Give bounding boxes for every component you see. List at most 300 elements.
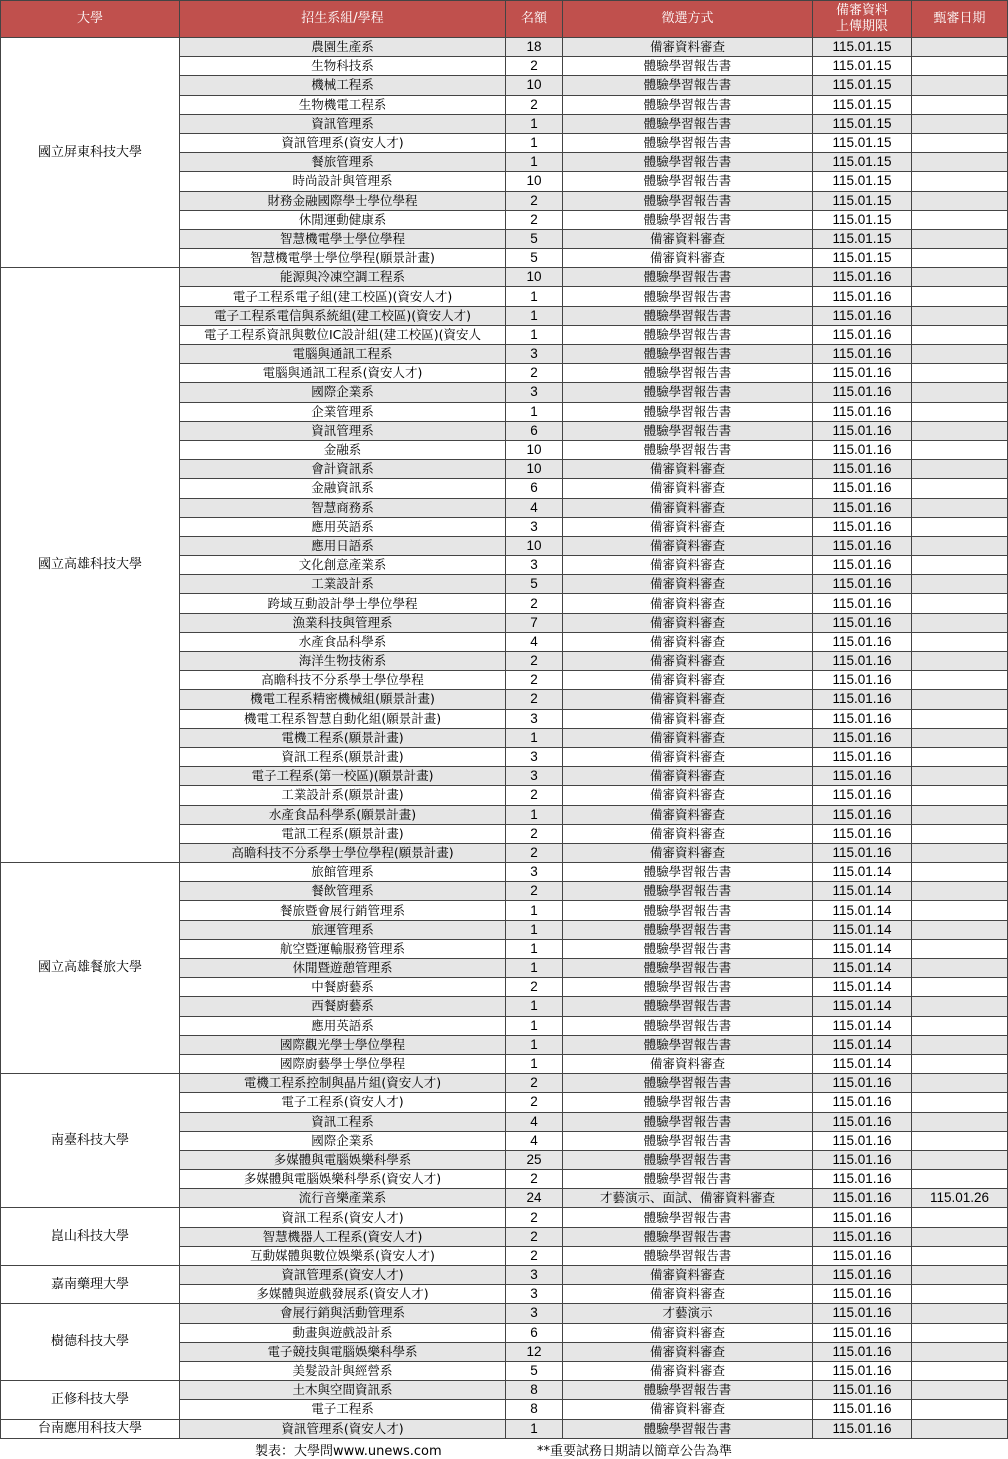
method-cell: 備審資料審查	[563, 1323, 813, 1342]
method-cell: 備審資料審查	[563, 786, 813, 805]
deadline-cell: 115.01.15	[813, 210, 912, 229]
interview-date-cell	[912, 1074, 1008, 1093]
program-cell: 電機工程系(願景計畫)	[180, 728, 506, 747]
deadline-cell: 115.01.16	[813, 517, 912, 536]
method-cell: 備審資料審查	[563, 824, 813, 843]
quota-cell: 8	[506, 1400, 563, 1419]
program-cell: 能源與冷凍空調工程系	[180, 268, 506, 287]
program-cell: 電子工程系(資安人才)	[180, 1093, 506, 1112]
quota-cell: 2	[506, 671, 563, 690]
program-cell: 應用英語系	[180, 1016, 506, 1035]
method-cell: 備審資料審查	[563, 709, 813, 728]
interview-date-cell	[912, 153, 1008, 172]
method-cell: 體驗學習報告書	[563, 114, 813, 133]
program-cell: 資訊管理系(資安人才)	[180, 1266, 506, 1285]
program-cell: 電子工程系電子組(建工校區)(資安人才)	[180, 287, 506, 306]
method-cell: 體驗學習報告書	[563, 383, 813, 402]
method-cell: 體驗學習報告書	[563, 920, 813, 939]
interview-date-cell	[912, 345, 1008, 364]
program-cell: 國際廚藝學士學位學程	[180, 1054, 506, 1073]
program-cell: 流行音樂產業系	[180, 1189, 506, 1208]
method-cell: 體驗學習報告書	[563, 287, 813, 306]
table-row	[1, 1304, 1008, 1323]
method-cell: 體驗學習報告書	[563, 1035, 813, 1054]
deadline-cell: 115.01.16	[813, 536, 912, 555]
program-cell: 會計資訊系	[180, 460, 506, 479]
deadline-cell: 115.01.14	[813, 882, 912, 901]
program-cell: 電訊工程系(願景計畫)	[180, 824, 506, 843]
quota-cell: 1	[506, 1419, 563, 1438]
footer	[0, 1439, 1007, 1459]
quota-cell: 3	[506, 767, 563, 786]
interview-date-cell	[912, 594, 1008, 613]
deadline-cell: 115.01.16	[813, 652, 912, 671]
method-cell: 備審資料審查	[563, 805, 813, 824]
deadline-cell: 115.01.14	[813, 1035, 912, 1054]
interview-date-cell	[912, 1093, 1008, 1112]
interview-date-cell	[912, 690, 1008, 709]
method-cell: 體驗學習報告書	[563, 268, 813, 287]
quota-cell: 5	[506, 1361, 563, 1380]
program-cell: 機電工程系智慧自動化組(願景計畫)	[180, 709, 506, 728]
footer-note: **重要試務日期請以簡章公告為準	[537, 1444, 733, 1459]
method-cell: 備審資料審查	[563, 613, 813, 632]
interview-date-cell	[912, 1035, 1008, 1054]
deadline-cell: 115.01.16	[813, 1323, 912, 1342]
deadline-cell: 115.01.16	[813, 1074, 912, 1093]
method-cell: 體驗學習報告書	[563, 153, 813, 172]
deadline-cell: 115.01.16	[813, 556, 912, 575]
method-cell: 體驗學習報告書	[563, 978, 813, 997]
method-cell: 體驗學習報告書	[563, 210, 813, 229]
interview-date-cell	[912, 1400, 1008, 1419]
quota-cell: 2	[506, 978, 563, 997]
interview-date-cell	[912, 920, 1008, 939]
interview-date-cell	[912, 133, 1008, 152]
program-cell: 財務金融國際學士學位學程	[180, 191, 506, 210]
quota-cell: 1	[506, 1016, 563, 1035]
interview-date-cell	[912, 1131, 1008, 1150]
interview-date-cell	[912, 268, 1008, 287]
method-cell: 體驗學習報告書	[563, 421, 813, 440]
method-cell: 備審資料審查	[563, 249, 813, 268]
program-cell: 智慧商務系	[180, 498, 506, 517]
program-cell: 電子工程系(第一校區)(願景計畫)	[180, 767, 506, 786]
program-cell: 工業設計系(願景計畫)	[180, 786, 506, 805]
interview-date-cell	[912, 1170, 1008, 1189]
interview-date-cell	[912, 191, 1008, 210]
deadline-cell: 115.01.16	[813, 1170, 912, 1189]
program-cell: 西餐廚藝系	[180, 997, 506, 1016]
deadline-cell: 115.01.16	[813, 268, 912, 287]
method-cell: 體驗學習報告書	[563, 1131, 813, 1150]
quota-cell: 3	[506, 345, 563, 364]
deadline-cell: 115.01.14	[813, 959, 912, 978]
quota-cell: 2	[506, 1093, 563, 1112]
interview-date-cell	[912, 575, 1008, 594]
quota-cell: 1	[506, 805, 563, 824]
program-cell: 旅館管理系	[180, 863, 506, 882]
deadline-cell: 115.01.15	[813, 76, 912, 95]
program-cell: 多媒體與電腦娛樂科學系	[180, 1150, 506, 1169]
deadline-cell: 115.01.16	[813, 1266, 912, 1285]
program-cell: 應用日語系	[180, 536, 506, 555]
deadline-cell: 115.01.16	[813, 709, 912, 728]
program-cell: 中餐廚藝系	[180, 978, 506, 997]
quota-cell: 25	[506, 1150, 563, 1169]
deadline-cell: 115.01.15	[813, 172, 912, 191]
program-cell: 生物機電工程系	[180, 95, 506, 114]
program-cell: 水產食品科學系	[180, 632, 506, 651]
university-cell: 台南應用科技大學	[1, 1419, 180, 1438]
program-cell: 餐旅暨會展行銷管理系	[180, 901, 506, 920]
university-cell: 國立屏東科技大學	[1, 38, 180, 268]
deadline-cell: 115.01.16	[813, 402, 912, 421]
program-cell: 高瞻科技不分系學士學位學程	[180, 671, 506, 690]
method-cell: 備審資料審查	[563, 536, 813, 555]
header-university: 大學	[1, 1, 180, 38]
method-cell: 體驗學習報告書	[563, 402, 813, 421]
program-cell: 資訊工程系(資安人才)	[180, 1208, 506, 1227]
interview-date-cell	[912, 671, 1008, 690]
header-row	[1, 1, 1008, 38]
program-cell: 電腦與通訊工程系(資安人才)	[180, 364, 506, 383]
quota-cell: 4	[506, 498, 563, 517]
deadline-cell: 115.01.16	[813, 824, 912, 843]
interview-date-cell	[912, 76, 1008, 95]
interview-date-cell	[912, 383, 1008, 402]
quota-cell: 18	[506, 38, 563, 57]
interview-date-cell	[912, 210, 1008, 229]
deadline-cell: 115.01.14	[813, 863, 912, 882]
header-interview: 甄審日期	[912, 1, 1008, 38]
interview-date-cell	[912, 1381, 1008, 1400]
program-cell: 金融資訊系	[180, 479, 506, 498]
deadline-cell: 115.01.14	[813, 901, 912, 920]
deadline-cell: 115.01.16	[813, 786, 912, 805]
quota-cell: 1	[506, 997, 563, 1016]
quota-cell: 1	[506, 133, 563, 152]
method-cell: 備審資料審查	[563, 843, 813, 862]
method-cell: 備審資料審查	[563, 1400, 813, 1419]
deadline-cell: 115.01.16	[813, 1112, 912, 1131]
interview-date-cell	[912, 652, 1008, 671]
interview-date-cell	[912, 1361, 1008, 1380]
method-cell: 備審資料審查	[563, 575, 813, 594]
deadline-cell: 115.01.14	[813, 978, 912, 997]
method-cell: 備審資料審查	[563, 1361, 813, 1380]
method-cell: 體驗學習報告書	[563, 306, 813, 325]
program-cell: 電子工程系資訊與數位IC設計組(建工校區)(資安人	[180, 325, 506, 344]
interview-date-cell	[912, 747, 1008, 766]
quota-cell: 2	[506, 95, 563, 114]
program-cell: 資訊工程系(願景計畫)	[180, 747, 506, 766]
deadline-cell: 115.01.14	[813, 1054, 912, 1073]
quota-cell: 4	[506, 632, 563, 651]
program-cell: 電子工程系	[180, 1400, 506, 1419]
deadline-cell: 115.01.16	[813, 632, 912, 651]
interview-date-cell	[912, 1016, 1008, 1035]
program-cell: 旅運管理系	[180, 920, 506, 939]
header-deadline	[813, 1, 912, 38]
quota-cell: 10	[506, 460, 563, 479]
quota-cell: 5	[506, 249, 563, 268]
method-cell: 體驗學習報告書	[563, 1246, 813, 1265]
interview-date-cell	[912, 229, 1008, 248]
deadline-cell: 115.01.16	[813, 1285, 912, 1304]
quota-cell: 1	[506, 402, 563, 421]
method-cell: 體驗學習報告書	[563, 172, 813, 191]
quota-cell: 2	[506, 843, 563, 862]
method-cell: 體驗學習報告書	[563, 1381, 813, 1400]
quota-cell: 6	[506, 421, 563, 440]
program-cell: 美髮設計與經營系	[180, 1361, 506, 1380]
method-cell: 備審資料審查	[563, 690, 813, 709]
interview-date-cell	[912, 114, 1008, 133]
method-cell: 體驗學習報告書	[563, 364, 813, 383]
interview-date-cell	[912, 1285, 1008, 1304]
quota-cell: 10	[506, 172, 563, 191]
interview-date-cell	[912, 479, 1008, 498]
interview-date-cell	[912, 824, 1008, 843]
interview-date-cell	[912, 1150, 1008, 1169]
program-cell: 文化創意產業系	[180, 556, 506, 575]
interview-date-cell	[912, 978, 1008, 997]
program-cell: 資訊管理系	[180, 421, 506, 440]
program-cell: 資訊管理系(資安人才)	[180, 133, 506, 152]
quota-cell: 1	[506, 287, 563, 306]
method-cell: 備審資料審查	[563, 479, 813, 498]
method-cell: 體驗學習報告書	[563, 95, 813, 114]
quota-cell: 3	[506, 383, 563, 402]
method-cell: 備審資料審查	[563, 1054, 813, 1073]
quota-cell: 10	[506, 536, 563, 555]
quota-cell: 5	[506, 575, 563, 594]
table-row	[1, 268, 1008, 287]
deadline-cell: 115.01.16	[813, 306, 912, 325]
deadline-cell: 115.01.14	[813, 997, 912, 1016]
table-row	[1, 863, 1008, 882]
deadline-cell: 115.01.15	[813, 229, 912, 248]
table-row	[1, 1266, 1008, 1285]
quota-cell: 1	[506, 901, 563, 920]
interview-date-cell	[912, 421, 1008, 440]
deadline-cell: 115.01.16	[813, 1400, 912, 1419]
method-cell: 備審資料審查	[563, 594, 813, 613]
deadline-cell: 115.01.16	[813, 690, 912, 709]
method-cell: 備審資料審查	[563, 1285, 813, 1304]
quota-cell: 2	[506, 1208, 563, 1227]
deadline-cell: 115.01.14	[813, 1016, 912, 1035]
program-cell: 電子競技與電腦娛樂科學系	[180, 1342, 506, 1361]
interview-date-cell	[912, 556, 1008, 575]
quota-cell: 1	[506, 959, 563, 978]
table-row	[1, 1419, 1008, 1438]
deadline-cell: 115.01.16	[813, 364, 912, 383]
interview-date-cell	[912, 249, 1008, 268]
program-cell: 餐飲管理系	[180, 882, 506, 901]
deadline-cell: 115.01.16	[813, 594, 912, 613]
deadline-cell: 115.01.16	[813, 287, 912, 306]
program-cell: 智慧機電學士學位學程(願景計畫)	[180, 249, 506, 268]
quota-cell: 1	[506, 325, 563, 344]
interview-date-cell	[912, 536, 1008, 555]
quota-cell: 4	[506, 1112, 563, 1131]
header-deadline-line1: 備審資料	[835, 3, 888, 18]
interview-date-cell	[912, 95, 1008, 114]
university-cell: 嘉南藥理大學	[1, 1266, 180, 1304]
program-cell: 應用英語系	[180, 517, 506, 536]
interview-date-cell	[912, 57, 1008, 76]
deadline-cell: 115.01.16	[813, 1093, 912, 1112]
interview-date-cell: 115.01.26	[912, 1189, 1008, 1208]
method-cell: 備審資料審查	[563, 652, 813, 671]
program-cell: 資訊管理系	[180, 114, 506, 133]
method-cell: 體驗學習報告書	[563, 1150, 813, 1169]
interview-date-cell	[912, 517, 1008, 536]
program-cell: 國際觀光學士學位學程	[180, 1035, 506, 1054]
quota-cell: 3	[506, 1304, 563, 1323]
interview-date-cell	[912, 1246, 1008, 1265]
method-cell: 體驗學習報告書	[563, 997, 813, 1016]
interview-date-cell	[912, 1227, 1008, 1246]
interview-date-cell	[912, 38, 1008, 57]
deadline-cell: 115.01.15	[813, 114, 912, 133]
method-cell: 體驗學習報告書	[563, 901, 813, 920]
university-cell: 崑山科技大學	[1, 1208, 180, 1266]
interview-date-cell	[912, 1266, 1008, 1285]
quota-cell: 2	[506, 57, 563, 76]
deadline-cell: 115.01.15	[813, 38, 912, 57]
university-cell: 正修科技大學	[1, 1381, 180, 1419]
deadline-cell: 115.01.16	[813, 383, 912, 402]
deadline-cell: 115.01.16	[813, 498, 912, 517]
quota-cell: 3	[506, 1266, 563, 1285]
interview-date-cell	[912, 709, 1008, 728]
header-method: 徵選方式	[563, 1, 813, 38]
interview-date-cell	[912, 364, 1008, 383]
method-cell: 才藝演示	[563, 1304, 813, 1323]
table-row	[1, 1208, 1008, 1227]
method-cell: 備審資料審查	[563, 1266, 813, 1285]
deadline-cell: 115.01.16	[813, 728, 912, 747]
quota-cell: 2	[506, 1074, 563, 1093]
interview-date-cell	[912, 1112, 1008, 1131]
program-cell: 智慧機電學士學位學程	[180, 229, 506, 248]
quota-cell: 2	[506, 1246, 563, 1265]
method-cell: 備審資料審查	[563, 671, 813, 690]
program-cell: 電子工程系電信與系統組(建工校區)(資安人才)	[180, 306, 506, 325]
interview-date-cell	[912, 863, 1008, 882]
interview-date-cell	[912, 1342, 1008, 1361]
method-cell: 體驗學習報告書	[563, 345, 813, 364]
deadline-cell: 115.01.16	[813, 1361, 912, 1380]
interview-date-cell	[912, 843, 1008, 862]
deadline-cell: 115.01.16	[813, 345, 912, 364]
header-deadline-line2: 上傳期限	[835, 19, 888, 34]
method-cell: 體驗學習報告書	[563, 76, 813, 95]
program-cell: 漁業科技與管理系	[180, 613, 506, 632]
quota-cell: 1	[506, 1054, 563, 1073]
deadline-cell: 115.01.16	[813, 613, 912, 632]
method-cell: 體驗學習報告書	[563, 1112, 813, 1131]
method-cell: 體驗學習報告書	[563, 133, 813, 152]
program-cell: 機械工程系	[180, 76, 506, 95]
program-cell: 多媒體與遊戲發展系(資安人才)	[180, 1285, 506, 1304]
quota-cell: 7	[506, 613, 563, 632]
quota-cell: 24	[506, 1189, 563, 1208]
interview-date-cell	[912, 786, 1008, 805]
interview-date-cell	[912, 959, 1008, 978]
method-cell: 體驗學習報告書	[563, 1419, 813, 1438]
deadline-cell: 115.01.16	[813, 421, 912, 440]
deadline-cell: 115.01.16	[813, 1419, 912, 1438]
university-cell: 國立高雄科技大學	[1, 268, 180, 863]
program-cell: 金融系	[180, 440, 506, 459]
interview-date-cell	[912, 997, 1008, 1016]
method-cell: 體驗學習報告書	[563, 1170, 813, 1189]
deadline-cell: 115.01.15	[813, 95, 912, 114]
deadline-cell: 115.01.16	[813, 460, 912, 479]
method-cell: 體驗學習報告書	[563, 1074, 813, 1093]
deadline-cell: 115.01.16	[813, 747, 912, 766]
program-cell: 休閒暨遊憩管理系	[180, 959, 506, 978]
deadline-cell: 115.01.16	[813, 1208, 912, 1227]
method-cell: 備審資料審查	[563, 632, 813, 651]
interview-date-cell	[912, 1208, 1008, 1227]
method-cell: 體驗學習報告書	[563, 57, 813, 76]
university-cell: 樹德科技大學	[1, 1304, 180, 1381]
program-cell: 國際企業系	[180, 1131, 506, 1150]
quota-cell: 2	[506, 882, 563, 901]
interview-date-cell	[912, 402, 1008, 421]
deadline-cell: 115.01.15	[813, 133, 912, 152]
quota-cell: 6	[506, 479, 563, 498]
interview-date-cell	[912, 440, 1008, 459]
quota-cell: 2	[506, 210, 563, 229]
quota-cell: 1	[506, 306, 563, 325]
method-cell: 備審資料審查	[563, 556, 813, 575]
deadline-cell: 115.01.15	[813, 249, 912, 268]
quota-cell: 2	[506, 652, 563, 671]
method-cell: 體驗學習報告書	[563, 1227, 813, 1246]
university-cell: 南臺科技大學	[1, 1074, 180, 1208]
quota-cell: 3	[506, 709, 563, 728]
quota-cell: 2	[506, 824, 563, 843]
program-cell: 生物科技系	[180, 57, 506, 76]
program-cell: 會展行銷與活動管理系	[180, 1304, 506, 1323]
program-cell: 時尚設計與管理系	[180, 172, 506, 191]
method-cell: 體驗學習報告書	[563, 440, 813, 459]
deadline-cell: 115.01.16	[813, 1189, 912, 1208]
interview-date-cell	[912, 1304, 1008, 1323]
deadline-cell: 115.01.16	[813, 325, 912, 344]
method-cell: 備審資料審查	[563, 728, 813, 747]
method-cell: 備審資料審查	[563, 38, 813, 57]
method-cell: 體驗學習報告書	[563, 191, 813, 210]
quota-cell: 1	[506, 920, 563, 939]
quota-cell: 2	[506, 1170, 563, 1189]
interview-date-cell	[912, 728, 1008, 747]
program-cell: 機電工程系精密機械組(願景計畫)	[180, 690, 506, 709]
program-cell: 智慧機器人工程系(資安人才)	[180, 1227, 506, 1246]
deadline-cell: 115.01.15	[813, 153, 912, 172]
table-row	[1, 1381, 1008, 1400]
method-cell: 體驗學習報告書	[563, 1093, 813, 1112]
method-cell: 備審資料審查	[563, 498, 813, 517]
deadline-cell: 115.01.15	[813, 57, 912, 76]
quota-cell: 10	[506, 440, 563, 459]
